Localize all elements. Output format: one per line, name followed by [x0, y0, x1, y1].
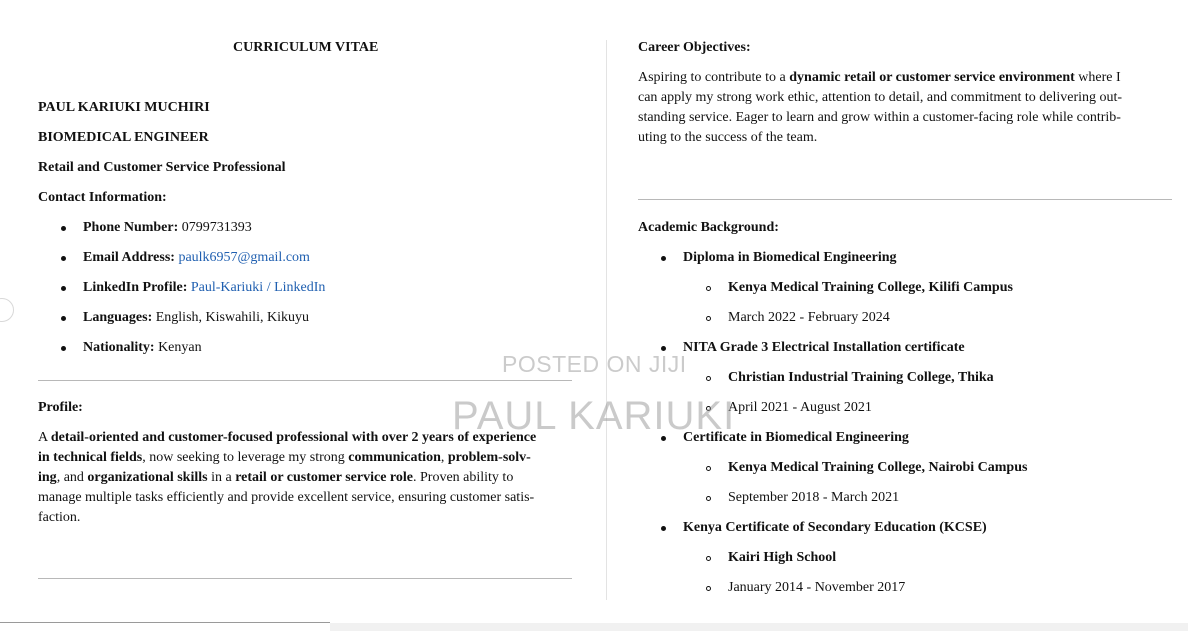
- contact-label: Nationality:: [83, 340, 155, 355]
- full-name: PAUL KARIUKI MUCHIRI: [38, 100, 210, 115]
- profile-line: ing, and organizational skills in a retail or customer service role. Proven ability to: [38, 470, 514, 485]
- bullet: [61, 316, 66, 321]
- education-course: Kenya Certificate of Secondary Education (KCSE): [683, 520, 987, 535]
- sub-bullet: [706, 556, 711, 561]
- objectives-line: standing service. Eager to learn and grow within a customer-facing role while contrib-: [638, 110, 1121, 125]
- education-institution: Kairi High School: [728, 550, 837, 565]
- profile-paragraph: [38, 428, 572, 528]
- profile-line: A detail-oriented and customer-focused professional with over 2 years of experience: [38, 430, 537, 445]
- profile-line: in technical fields, now seeking to leverage my strong communication, problem-solv-: [38, 450, 531, 465]
- profile-line: faction.: [38, 510, 81, 525]
- education-institution: Kenya Medical Training College, Nairobi Campus: [728, 460, 1028, 475]
- contact-linkedin: [83, 278, 325, 298]
- sub-bullet: [706, 316, 711, 321]
- bullet: [61, 346, 66, 351]
- contact-value: 0799731393: [181, 220, 252, 235]
- contact-heading: Contact Information:: [38, 190, 167, 205]
- education-institution: Christian Industrial Training College, Thika: [728, 370, 994, 385]
- section-divider: [38, 380, 572, 381]
- contact-label: LinkedIn Profile:: [83, 280, 188, 295]
- section-divider: [38, 578, 572, 579]
- bullet: [661, 256, 666, 261]
- contact-languages: [83, 308, 309, 328]
- objectives-line: uting to the success of the team.: [638, 130, 818, 145]
- education-dates: March 2022 - February 2024: [728, 310, 890, 325]
- objectives-paragraph: [638, 68, 1172, 148]
- academic-heading: Academic Background:: [638, 220, 779, 235]
- contact-value: Kenyan: [158, 340, 202, 355]
- objectives-line: can apply my strong work ethic, attention to detail, and commitment to delivering out-: [638, 90, 1123, 105]
- contact-value: English, Kiswahili, Kikuyu: [155, 310, 309, 325]
- contact-email: [83, 248, 310, 268]
- education-course: NITA Grade 3 Electrical Installation certificate: [683, 340, 965, 355]
- sub-bullet: [706, 586, 711, 591]
- sub-bullet: [706, 466, 711, 471]
- education-institution: Kenya Medical Training College, Kilifi Campus: [728, 280, 1013, 295]
- sub-bullet: [706, 286, 711, 291]
- contact-phone: [83, 218, 252, 238]
- cv-title: CURRICULUM VITAE: [233, 40, 379, 55]
- bullet: [61, 286, 66, 291]
- email-link[interactable]: paulk6957@gmail.com: [178, 250, 310, 265]
- job-title: BIOMEDICAL ENGINEER: [38, 130, 209, 145]
- profile-line: manage multiple tasks efficiently and provide excellent service, ensuring customer satis-: [38, 490, 535, 505]
- watermark-posted: POSTED ON JIJI: [502, 351, 687, 377]
- section-divider: [638, 199, 1172, 200]
- watermark-name: PAUL KARIUKI: [452, 394, 736, 438]
- objectives-heading: Career Objectives:: [638, 40, 751, 55]
- education-course: Certificate in Biomedical Engineering: [683, 430, 909, 445]
- contact-nationality: [83, 338, 202, 358]
- sub-bullet: [706, 496, 711, 501]
- profile-heading: Profile:: [38, 400, 83, 415]
- sub-bullet: [706, 376, 711, 381]
- contact-label: Email Address:: [83, 250, 175, 265]
- page-bottom-edge: [0, 622, 330, 623]
- page-divider: [606, 40, 607, 600]
- objectives-line: Aspiring to contribute to a dynamic retail or customer service environment where I: [638, 70, 1121, 85]
- edge-circle: [0, 298, 14, 322]
- education-dates: January 2014 - November 2017: [728, 580, 906, 595]
- contact-label: Languages:: [83, 310, 153, 325]
- subtitle: Retail and Customer Service Professional: [38, 160, 286, 175]
- contact-label: Phone Number:: [83, 220, 179, 235]
- bullet: [61, 256, 66, 261]
- linkedin-link[interactable]: Paul-Kariuki / LinkedIn: [190, 280, 326, 295]
- education-dates: April 2021 - August 2021: [728, 400, 872, 415]
- education-dates: September 2018 - March 2021: [728, 490, 900, 505]
- bullet: [61, 226, 66, 231]
- bullet: [661, 526, 666, 531]
- page-bottom-strip: [330, 623, 1188, 631]
- education-course: Diploma in Biomedical Engineering: [683, 250, 897, 265]
